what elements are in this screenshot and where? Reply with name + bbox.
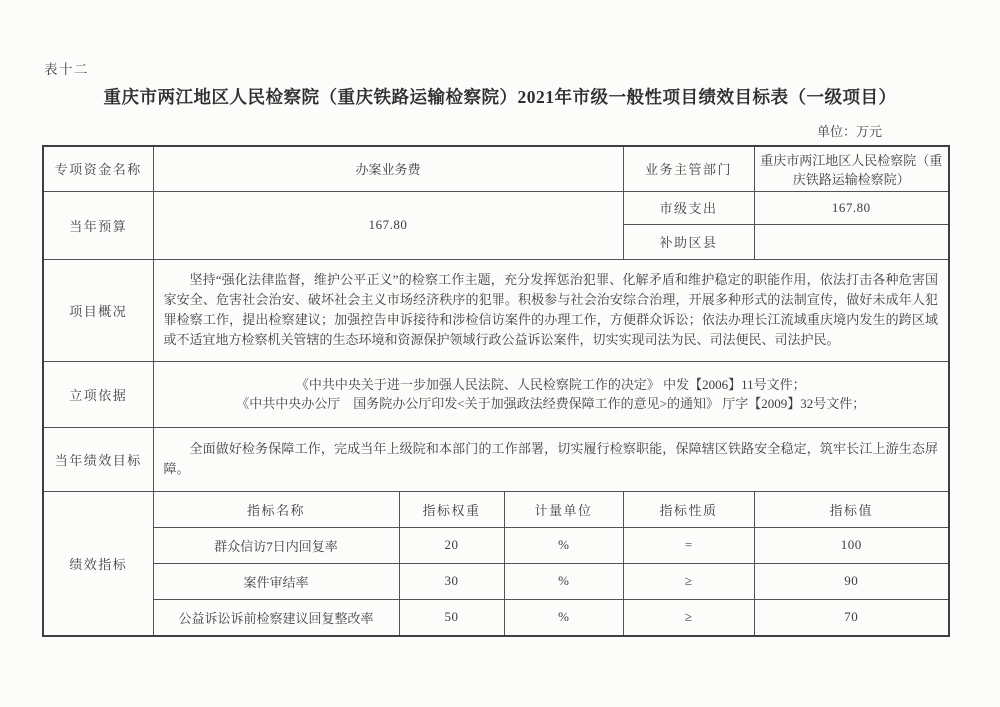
city-expense-label: 市级支出 [623,191,754,224]
indicator-nature: = [623,527,754,563]
dept-value: 重庆市两江地区人民检察院（重庆铁路运输检察院） [754,146,949,191]
indicator-name: 案件审结率 [153,563,399,599]
overview-text-cell [153,259,949,361]
indicator-name-header: 指标名称 [153,491,399,527]
indicator-row [43,599,949,636]
indicators-label: 绩效指标 [43,491,153,636]
indicator-weight: 50 [399,599,504,636]
table-row [43,259,949,361]
budget-value: 167.80 [153,191,623,259]
fund-name-value: 办案业务费 [153,146,623,191]
indicator-nature-header: 指标性质 [623,491,754,527]
overview-text: 坚持“强化法律监督，维护公平正义”的检察工作主题，充分发挥惩治犯罪、化解矛盾和维护稳定的职能作用，依法打击各种危害国家安全、危害社会治安、破坏社会主义市场经济秩序的犯罪。积极参与社会治安综合治理，开展多种形式的法制宣传，做好未成年人犯罪检察工作，提出检察建议；加强控告申诉接待和涉检信访案件的办理工作，方便群众诉讼；依法办理长江流域重庆境内发生的跨区域或不适宜地方检察机关管辖的生态环境和资源保护领域行政公益诉讼案件，切实实现司法为民、司法便民、司法护民。 [163,272,938,347]
budget-label: 当年预算 [43,191,153,259]
basis-line-2: 《中共中央办公厅 国务院办公厅印发<关于加强政法经费保障工作的意见>的通知》 厅字【2009】32号文件； [236,396,866,411]
indicator-row [43,527,949,563]
subsidy-label: 补助区县 [623,224,754,259]
indicator-row [43,563,949,599]
fund-name-label: 专项资金名称 [43,146,153,191]
basis-text-cell [153,361,949,427]
subsidy-value [754,224,949,259]
indicator-unit: % [504,527,623,563]
table-row [43,361,949,427]
indicator-unit: % [504,563,623,599]
indicator-unit-header: 计量单位 [504,491,623,527]
goal-text: 全面做好检务保障工作，完成当年上级院和本部门的工作部署，切实履行检察职能，保障辖区铁路安全稳定，筑牢长江上游生态屏障。 [163,441,938,476]
goal-label: 当年绩效目标 [43,427,153,491]
indicator-value: 90 [754,563,949,599]
indicator-unit: % [504,599,623,636]
indicator-nature: ≥ [623,599,754,636]
indicator-name: 群众信访7日内回复率 [153,527,399,563]
table-number-label: 表十二 [44,62,89,77]
indicator-name: 公益诉讼诉前检察建议回复整改率 [153,599,399,636]
indicator-header-row [43,491,949,527]
indicator-nature: ≥ [623,563,754,599]
indicator-weight: 30 [399,563,504,599]
indicator-weight: 20 [399,527,504,563]
indicator-weight-header: 指标权重 [399,491,504,527]
indicator-value: 100 [754,527,949,563]
unit-note: 单位：万元 [816,124,882,139]
goal-text-cell [153,427,949,491]
basis-label: 立项依据 [43,361,153,427]
table-row [43,146,949,191]
dept-label: 业务主管部门 [623,146,754,191]
overview-label: 项目概况 [43,259,153,361]
indicator-value-header: 指标值 [754,491,949,527]
table-row [43,427,949,491]
table-row [43,191,949,224]
performance-target-table [42,145,950,637]
city-expense-value: 167.80 [754,191,949,224]
page-title: 重庆市两江地区人民检察院（重庆铁路运输检察院）2021年市级一般性项目绩效目标表（一级项目） [103,87,897,107]
indicator-value: 70 [754,599,949,636]
basis-line-1: 《中共中央关于进一步加强人民法院、人民检察院工作的决定》 中发【2006】11号文件； [295,376,806,392]
